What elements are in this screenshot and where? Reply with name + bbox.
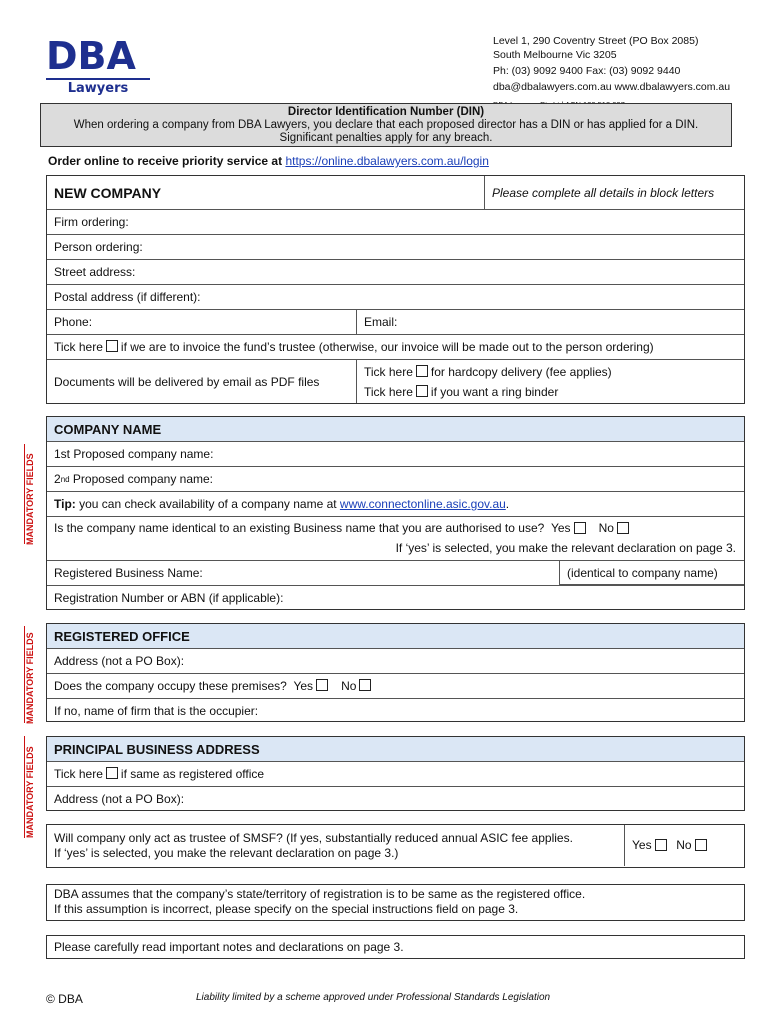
identical-note: (identical to company name): [567, 565, 718, 580]
same-as-registered-row: [47, 761, 744, 786]
invoice-trustee-row: [47, 334, 744, 359]
order-link[interactable]: https://online.dbalawyers.com.au/login: [285, 154, 489, 168]
tip-label: Tip:: [54, 497, 76, 511]
state-assumption-2: If this assumption is incorrect, please specify on the special instructions field on page 3.: [54, 902, 519, 916]
phone-email-row: [47, 309, 744, 334]
firm-phone: Ph: (03) 9092 9400 Fax: (03) 9092 9440: [493, 65, 681, 77]
new-company-header: [47, 176, 744, 209]
tip-row: [47, 491, 744, 516]
registration-number-field[interactable]: [47, 585, 744, 609]
principal-address-header: [47, 737, 744, 761]
notes-section: [46, 935, 745, 959]
invoice-trustee-checkbox[interactable]: [106, 340, 118, 352]
hardcopy-checkbox[interactable]: [416, 365, 428, 377]
notes-text: Please carefully read important notes and declarations on page 3.: [54, 939, 404, 954]
tip-end: .: [505, 497, 510, 511]
hardcopy-tick-label: Tick here: [364, 364, 413, 379]
invoice-trustee-text: if we are to invoice the fund’s trustee (otherwise, our invoice will be made out to the person ordering): [120, 340, 654, 354]
state-assumption-1: DBA assumes that the company’s state/territory of registration is to be same as the registered office.: [54, 887, 586, 901]
order-online: [48, 154, 489, 168]
din-line-2: Significant penalties apply for any breach.: [279, 132, 493, 144]
same-tick-label: Tick here: [54, 767, 103, 781]
occupy-no-checkbox[interactable]: [359, 679, 371, 691]
identical-yes-label: Yes: [550, 521, 571, 535]
order-text: Order online to receive priority service at: [48, 154, 286, 168]
block-letters-note: Please complete all details in block letters: [492, 185, 715, 200]
registration-number-label: Registration Number or ABN (if applicable):: [54, 590, 284, 605]
company-name-title: COMPANY NAME: [54, 421, 162, 437]
ring-binder-option: [364, 385, 558, 399]
smsf-yes-checkbox[interactable]: [655, 839, 667, 851]
din-notice: [40, 103, 732, 147]
firm-address-2: South Melbourne Vic 3205: [493, 48, 617, 61]
smsf-yes-no-cell: [624, 825, 744, 866]
registered-office-header: [47, 624, 744, 648]
identical-note-cell: [559, 561, 744, 585]
registered-office-section: [46, 623, 745, 722]
first-proposed-name-label: 1st Proposed company name:: [54, 447, 214, 461]
hardcopy-option: [364, 365, 612, 379]
state-assumption-row: [47, 885, 744, 919]
tip-text: you can check availability of a company name at: [75, 497, 340, 511]
ring-binder-checkbox[interactable]: [416, 385, 428, 397]
street-address-field[interactable]: [47, 259, 744, 284]
street-address-label: Street address:: [54, 265, 136, 279]
firm-ordering-label: Firm ordering:: [54, 215, 129, 229]
mandatory-label-2: MANDATORY FIELDS: [25, 632, 35, 724]
phone-label[interactable]: Phone:: [54, 315, 93, 329]
principal-address-label: Address (not a PO Box):: [54, 792, 185, 806]
second-proposed-name-label: Proposed company name:: [69, 472, 214, 486]
smsf-section: [46, 824, 745, 868]
mandatory-label-1: MANDATORY FIELDS: [25, 453, 35, 545]
firm-email-web: dba@dbalawyers.com.au www.dbalawyers.com.au: [493, 80, 731, 93]
footer-copyright: © DBA: [46, 992, 83, 1006]
firm-contact: [493, 35, 730, 112]
identical-no-checkbox[interactable]: [617, 522, 629, 534]
mandatory-label-3: MANDATORY FIELDS: [25, 746, 35, 838]
new-company-title: NEW COMPANY: [54, 184, 162, 201]
identical-yes-checkbox[interactable]: [574, 522, 586, 534]
principal-address-title: PRINCIPAL BUSINESS ADDRESS: [54, 741, 260, 757]
smsf-no-label: No: [676, 838, 692, 852]
state-assumption-section: [46, 884, 745, 921]
registered-business-name-field[interactable]: [47, 560, 744, 585]
principal-address-field[interactable]: [47, 786, 744, 811]
block-letters-note-cell: [484, 176, 744, 209]
company-name-section: [46, 416, 745, 610]
second-suffix: nd: [60, 474, 70, 484]
dba-logo: [46, 36, 152, 98]
email-field[interactable]: [356, 310, 744, 334]
new-company-section: [46, 175, 745, 404]
din-title: Director Identification Number (DIN): [287, 106, 485, 118]
identical-question: [54, 521, 632, 535]
firm-ordering-field[interactable]: [47, 209, 744, 234]
email-label: Email:: [364, 315, 398, 329]
same-as-registered-text: if same as registered office: [120, 767, 265, 781]
footer-liability: Liability limited by a scheme approved under Professional Standards Legislation: [196, 992, 551, 1003]
first-proposed-name-field[interactable]: [47, 441, 744, 466]
logo-rule: [46, 78, 150, 80]
identical-name-row: [47, 516, 744, 560]
occupy-no-label: No: [341, 679, 357, 693]
postal-address-label: Postal address (if different):: [54, 290, 201, 304]
identical-question-text: Is the company name identical to an existing Business name that you are authorised to use?: [54, 521, 545, 535]
occupy-yes-label: Yes: [293, 679, 314, 693]
invoice-tick-label: Tick here: [54, 340, 103, 354]
occupier-label: If no, name of firm that is the occupier:: [54, 703, 259, 718]
logo-main: DBA: [46, 34, 136, 78]
smsf-question-1: Will company only act as trustee of SMSF? (If yes, substantially reduced annual ASIC fee applies.: [54, 830, 573, 845]
identical-no-label: No: [598, 521, 614, 535]
postal-address-field[interactable]: [47, 284, 744, 309]
registered-office-title: REGISTERED OFFICE: [54, 628, 190, 644]
registered-office-address-field[interactable]: [47, 648, 744, 673]
din-line-1: When ordering a company from DBA Lawyers, you declare that each proposed director has a DIN or has applied for a DIN.: [73, 119, 699, 131]
hardcopy-text: for hardcopy delivery (fee applies): [430, 364, 612, 379]
delivery-row: [47, 359, 744, 403]
ring-binder-text: if you want a ring binder: [430, 384, 559, 399]
occupier-field[interactable]: [47, 698, 744, 722]
occupy-premises-row: [47, 673, 744, 698]
person-ordering-field[interactable]: [47, 234, 744, 259]
asic-link[interactable]: www.connectonline.asic.gov.au: [339, 497, 506, 511]
pdf-delivery-text: Documents will be delivered by email as PDF files: [54, 374, 320, 389]
smsf-question-2: If ‘yes’ is selected, you make the relevant declaration on page 3.): [54, 845, 399, 860]
registered-business-name-label: Registered Business Name:: [54, 566, 203, 580]
principal-address-section: [46, 736, 745, 811]
ring-binder-tick-label: Tick here: [364, 384, 413, 399]
person-ordering-label: Person ordering:: [54, 240, 143, 254]
notes-row: [47, 936, 744, 957]
smsf-yes-label: Yes: [632, 838, 652, 852]
logo-sub: Lawyers: [67, 81, 129, 96]
smsf-no-checkbox[interactable]: [695, 839, 707, 851]
delivery-options-cell: [356, 360, 744, 403]
second-number: 2: [54, 472, 61, 486]
same-as-registered-checkbox[interactable]: [106, 767, 118, 779]
occupy-yes-checkbox[interactable]: [316, 679, 328, 691]
occupy-question: Does the company occupy these premises?: [54, 679, 287, 693]
company-name-header: [47, 417, 744, 441]
smsf-row: [47, 825, 744, 866]
registered-office-address-label: Address (not a PO Box):: [54, 654, 185, 668]
second-proposed-name-field[interactable]: [47, 466, 744, 491]
identical-declaration-note: If ‘yes’ is selected, you make the relevant declaration on page 3.: [395, 541, 736, 555]
firm-address-1: Level 1, 290 Coventry Street (PO Box 2085): [493, 35, 699, 47]
